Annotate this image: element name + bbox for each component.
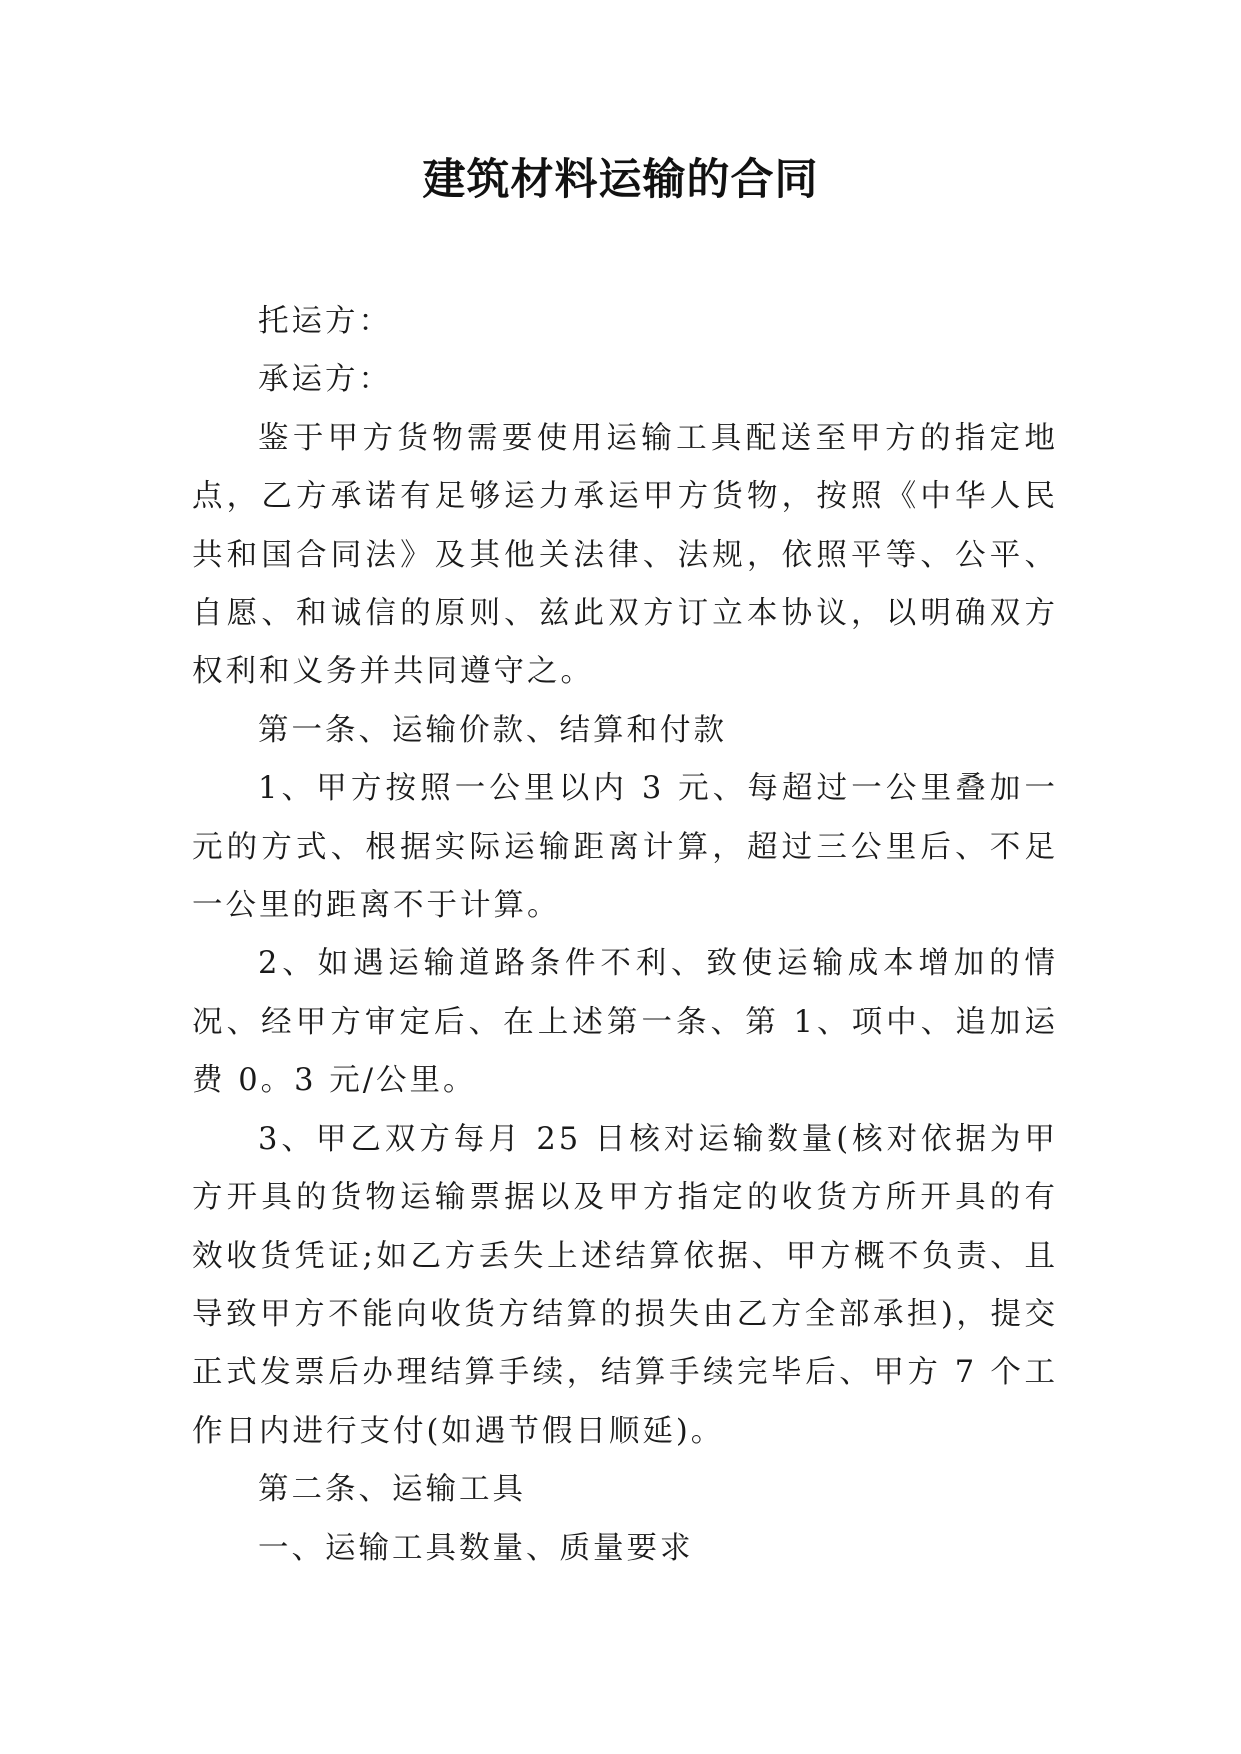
clause-1-2: 2、如遇运输道路条件不利、致使运输成本增加的情况、经甲方审定后、在上述第一条、第 1、项中、追加运费 0。3 元/公里。 [192,946,1058,1099]
article-1-heading: 第一条、运输价款、结算和付款 [258,712,727,748]
clause-2-1-heading: 一、运输工具数量、质量要求 [258,1530,694,1566]
clause-1-3: 3、甲乙双方每月 25 日核对运输数量(核对依据为甲方开具的货物运输票据以及甲方指定的收货方所开具的有效收货凭证;如乙方丢失上述结算依据、甲方概不负责、且导致甲方不能向收货方结算的损失由乙方全部承担)，提交正式发票后办理结算手续，结算手续完毕后、甲方 7 个工作日内进行支付(如遇节假日顺延)。 [192,1121,1058,1449]
document-body [192,293,1058,1578]
consignor-line: 托运方： [258,304,392,339]
article-2-heading: 第二条、运输工具 [258,1472,526,1508]
carrier-line: 承运方： [258,362,392,398]
preamble-paragraph: 鉴于甲方货物需要使用运输工具配送至甲方的指定地点，乙方承诺有足够运力承运甲方货物，按照《中华人民共和国合同法》及其他关法律、法规，依照平等、公平、自愿、和诚信的原则、兹此双方订立本协议，以明确双方权利和义务并共同遵守之。 [192,420,1058,690]
document-title: 建筑材料运输的合同 [422,155,819,205]
clause-1-1: 1、甲方按照一公里以内 3 元、每超过一公里叠加一元的方式、根据实际运输距离计算，超过三公里后、不足一公里的距离不于计算。 [192,771,1058,924]
